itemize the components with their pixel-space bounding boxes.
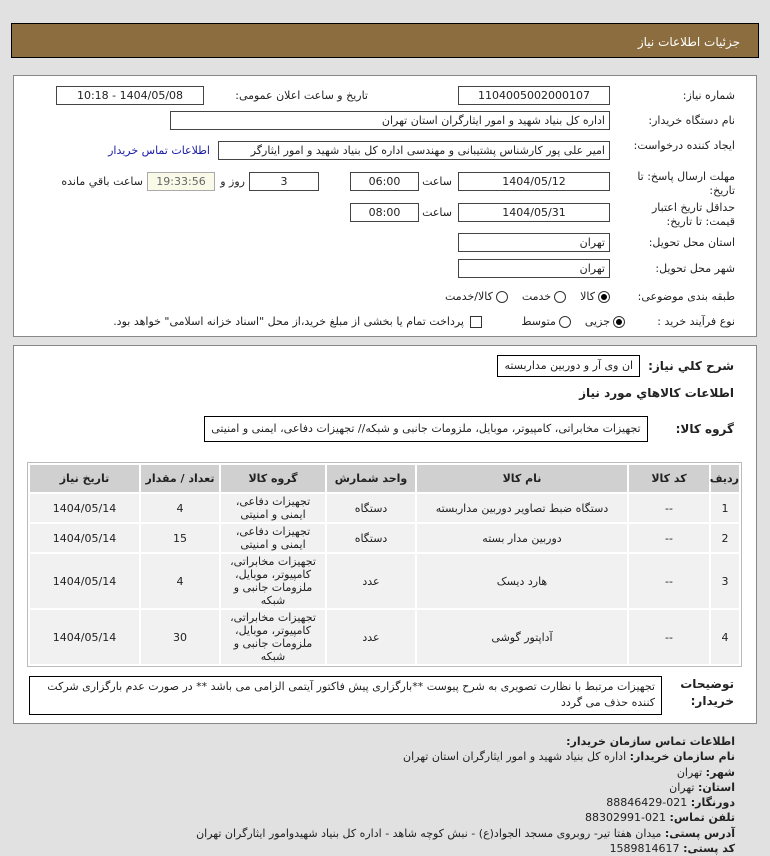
cell-code: -- <box>629 494 709 522</box>
category-radio-goods[interactable]: کالا <box>580 290 610 303</box>
table-row <box>30 610 739 664</box>
cell-date: 1404/05/14 <box>30 494 139 522</box>
process-radio-medium[interactable]: متوسط <box>521 315 571 328</box>
announce-label: تاریخ و ساعت اعلان عمومی: <box>235 89 368 102</box>
cell-qty: 30 <box>141 610 219 664</box>
goods-group-row <box>14 416 756 442</box>
contact-fax: دورنگار: 021-88846429 <box>606 796 735 810</box>
contact-org: نام سازمان خریدار: اداره کل بنیاد شهید و امور ایثارگران استان تهران <box>403 750 735 764</box>
category-label: طبقه بندی موضوعی: <box>637 290 735 303</box>
process-radio-minor[interactable]: جزیی <box>585 315 625 328</box>
lower-section <box>13 345 757 856</box>
cell-code: -- <box>629 610 709 664</box>
cell-date: 1404/05/14 <box>30 554 139 608</box>
process-label: نوع فرآیند خرید : <box>657 315 735 328</box>
validity-label: حداقل تاریخ اعتبار قیمت: تا تاریخ: <box>651 201 735 228</box>
page-title: جزئیات اطلاعات نیاز <box>637 35 740 49</box>
contact-postal: کد پستی: 1589814617 <box>609 842 735 856</box>
validity-time-label: ساعت <box>422 206 452 219</box>
buyer-contact-section <box>13 734 757 856</box>
cell-row: 1 <box>711 494 739 522</box>
deadline-time-label: ساعت <box>422 175 452 188</box>
summary-field: ان وی آر و دوربین مداربسته <box>497 355 640 377</box>
radio-checked-icon <box>613 316 625 328</box>
goods-section-title: اطلاعات کالاهاي مورد نياز <box>579 386 734 400</box>
notes-label: توضیحات خریدار: <box>680 677 734 708</box>
creator-field[interactable]: امیر علی پور کارشناس پشتیبانی و مهندسی اداره کل بنیاد شهید و امور ایثارگر <box>218 141 610 160</box>
radio-icon <box>496 291 508 303</box>
cell-group: تجهیزات مخابراتی، کامپیوتر، موبایل، ملزومات جانبی و شبکه <box>221 554 325 608</box>
buyer-org-label: نام دستگاه خریدار: <box>648 114 735 127</box>
category-radio-service[interactable]: خدمت <box>522 290 566 303</box>
province-field[interactable]: تهران <box>458 233 610 252</box>
deadline-label: مهلت ارسال پاسخ: تا تاریخ: <box>637 170 735 197</box>
cell-name: دستگاه ضبط تصاویر دوربین مداربسته <box>417 494 627 522</box>
cell-code: -- <box>629 554 709 608</box>
cell-group: تجهیزات دفاعی، ایمنی و امنیتی <box>221 494 325 522</box>
validity-date-field[interactable]: 1404/05/31 <box>458 203 610 222</box>
treasury-payment-checkbox[interactable]: پرداخت تمام یا بخشی از مبلغ خرید،از محل "اسناد خزانه اسلامی" خواهد بود. <box>113 314 482 330</box>
need-number-label: شماره نیاز: <box>682 89 735 102</box>
contact-province: استان: تهران <box>669 780 735 794</box>
buyer-contact-link[interactable]: اطلاعات تماس خریدار <box>108 144 210 157</box>
col-date: تاریخ نیاز <box>30 465 139 492</box>
notes-row <box>14 676 756 715</box>
cell-unit: عدد <box>327 554 415 608</box>
table-header-row <box>30 465 739 492</box>
cell-code: -- <box>629 524 709 552</box>
radio-icon <box>559 316 571 328</box>
radio-icon <box>554 291 566 303</box>
cell-group: تجهیزات دفاعی، ایمنی و امنیتی <box>221 524 325 552</box>
col-row: ردیف <box>711 465 739 492</box>
goods-title-row <box>14 386 756 400</box>
deadline-date-field[interactable]: 1404/05/12 <box>458 172 610 191</box>
days-label: روز و <box>220 175 245 188</box>
goods-panel <box>13 345 757 724</box>
col-qty: تعداد / مقدار <box>141 465 219 492</box>
radio-checked-icon <box>598 291 610 303</box>
cell-qty: 15 <box>141 524 219 552</box>
cell-qty: 4 <box>141 494 219 522</box>
validity-time-field[interactable]: 08:00 <box>350 203 419 222</box>
cell-unit: دستگاه <box>327 494 415 522</box>
table-row <box>30 494 739 522</box>
contact-city: شهر: تهران <box>676 765 735 779</box>
need-number-field[interactable]: 1104005002000107 <box>458 86 610 105</box>
buyer-org-field[interactable]: اداره کل بنیاد شهید و امور ایثارگران استان تهران <box>170 111 610 130</box>
cell-unit: دستگاه <box>327 524 415 552</box>
cell-unit: عدد <box>327 610 415 664</box>
page-header <box>11 23 759 58</box>
cell-row: 4 <box>711 610 739 664</box>
cell-qty: 4 <box>141 554 219 608</box>
col-name: نام کالا <box>417 465 627 492</box>
col-unit: واحد شمارش <box>327 465 415 492</box>
col-group: گروه کالا <box>221 465 325 492</box>
province-label: استان محل تحویل: <box>648 236 735 249</box>
cell-name: آداپتور گوشی <box>417 610 627 664</box>
contact-address: آدرس پستی: میدان هفتا تیر- روبروی مسجد الجواد(ع) - نبش کوچه شاهد - اداره کل بنیاد شهیدوامور ایثارگران تهران <box>196 826 735 840</box>
cell-row: 3 <box>711 554 739 608</box>
category-radio-group <box>445 289 610 305</box>
cell-group: تجهیزات مخابراتی، کامپیوتر، موبایل، ملزومات جانبی و شبکه <box>221 610 325 664</box>
announce-field[interactable]: 1404/05/08 - 10:18 <box>56 86 204 105</box>
city-label: شهر محل تحویل: <box>655 262 735 275</box>
goods-table <box>27 462 742 667</box>
city-field[interactable]: تهران <box>458 259 610 278</box>
cell-date: 1404/05/14 <box>30 610 139 664</box>
category-radio-both[interactable]: کالا/خدمت <box>445 290 508 303</box>
creator-label: ایجاد کننده درخواست: <box>633 139 735 152</box>
goods-group-label: گروه کالا: <box>675 422 734 436</box>
contact-phone: تلفن تماس: 021-88302991 <box>585 811 735 825</box>
col-code: کد کالا <box>629 465 709 492</box>
cell-date: 1404/05/14 <box>30 524 139 552</box>
summary-label: شرح کلي نياز: <box>648 359 734 373</box>
process-radio-group <box>521 314 625 330</box>
checkbox-icon <box>470 316 482 328</box>
table-row <box>30 524 739 552</box>
cell-name: هارد دیسک <box>417 554 627 608</box>
remaining-label: ساعت باقي مانده <box>61 175 143 188</box>
summary-row <box>14 355 756 377</box>
notes-field: تجهیزات مرتبط با نظارت تصویری به شرح پیوست **بارگزاری پیش فاکتور آیتمی الزامی می باشد ** در صورت عدم بارگزاری شرکت کننده حذف می گردد <box>29 676 662 715</box>
days-field[interactable]: 3 <box>249 172 319 191</box>
deadline-time-field[interactable]: 06:00 <box>350 172 419 191</box>
contact-title: اطلاعات تماس سازمان خریدار: <box>566 735 735 748</box>
remaining-time-field: 19:33:56 <box>147 172 215 191</box>
cell-row: 2 <box>711 524 739 552</box>
table-row <box>30 554 739 608</box>
goods-group-field: تجهیزات مخابراتی، کامپیوتر، موبایل، ملزومات جانبی و شبکه// تجهیزات دفاعی، ایمنی و امنیتی <box>204 416 647 442</box>
cell-name: دوربین مدار بسته <box>417 524 627 552</box>
